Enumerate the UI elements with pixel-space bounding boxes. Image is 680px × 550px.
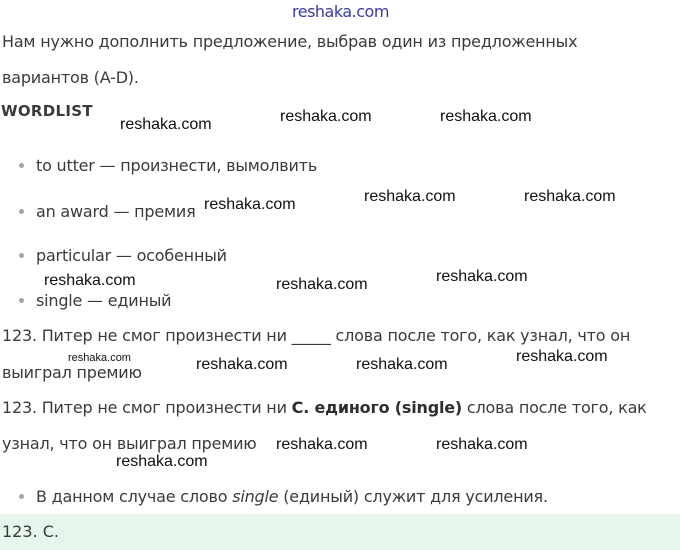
solution-line-1 [2, 398, 647, 417]
intro-line-2: вариантов (A-D). [2, 68, 139, 87]
solution-prefix: 123. Питер не смог произнести ни [2, 398, 292, 417]
watermark: reshaka.com [436, 268, 528, 285]
watermark: reshaka.com [120, 116, 212, 133]
watermark: reshaka.com [280, 108, 372, 125]
wordlist-heading: WORDLIST [1, 102, 93, 120]
watermark: reshaka.com [364, 188, 456, 205]
bullet-icon [19, 253, 24, 258]
watermark: reshaka.com [68, 352, 131, 364]
watermark: reshaka.com [440, 108, 532, 125]
bullet-icon [19, 494, 24, 499]
watermark: reshaka.com [356, 356, 448, 373]
wordlist-item: to utter — произнести, вымолвить [36, 156, 318, 175]
question-line-1: 123. Питер не смог произнести ни _____ слова после того, как узнал, что он [2, 326, 631, 345]
intro-line-1: Нам нужно дополнить предложение, выбрав один из предложенных [2, 32, 578, 51]
bullet-icon [19, 163, 24, 168]
wordlist-item: an award — премия [36, 202, 196, 221]
wordlist-item: particular — особенный [36, 246, 227, 265]
answer-text: 123. C. [2, 522, 59, 541]
solution-answer: C. единого (single) [291, 398, 463, 417]
watermark: reshaka.com [524, 188, 616, 205]
bullet-icon [19, 209, 24, 214]
wordlist-item: single — единый [36, 291, 172, 310]
answer-box [0, 514, 680, 550]
watermark: reshaka.com [516, 348, 608, 365]
site-title[interactable]: reshaka.com [292, 2, 389, 21]
explanation [36, 487, 548, 506]
explanation-after: (единый) служит для усиления. [278, 487, 548, 506]
question-line-2: выиграл премию [2, 363, 142, 382]
watermark: reshaka.com [204, 196, 296, 213]
watermark: reshaka.com [436, 436, 528, 453]
bullet-icon [19, 298, 24, 303]
solution-suffix: слова после того, как [462, 398, 647, 417]
solution-line-2: узнал, что он выиграл премию [2, 434, 257, 453]
watermark: reshaka.com [196, 356, 288, 373]
watermark: reshaka.com [44, 272, 136, 289]
watermark: reshaka.com [276, 276, 368, 293]
explanation-word: single [232, 487, 279, 506]
explanation-before: В данном случае слово [36, 487, 233, 506]
watermark: reshaka.com [116, 453, 208, 470]
watermark: reshaka.com [276, 436, 368, 453]
